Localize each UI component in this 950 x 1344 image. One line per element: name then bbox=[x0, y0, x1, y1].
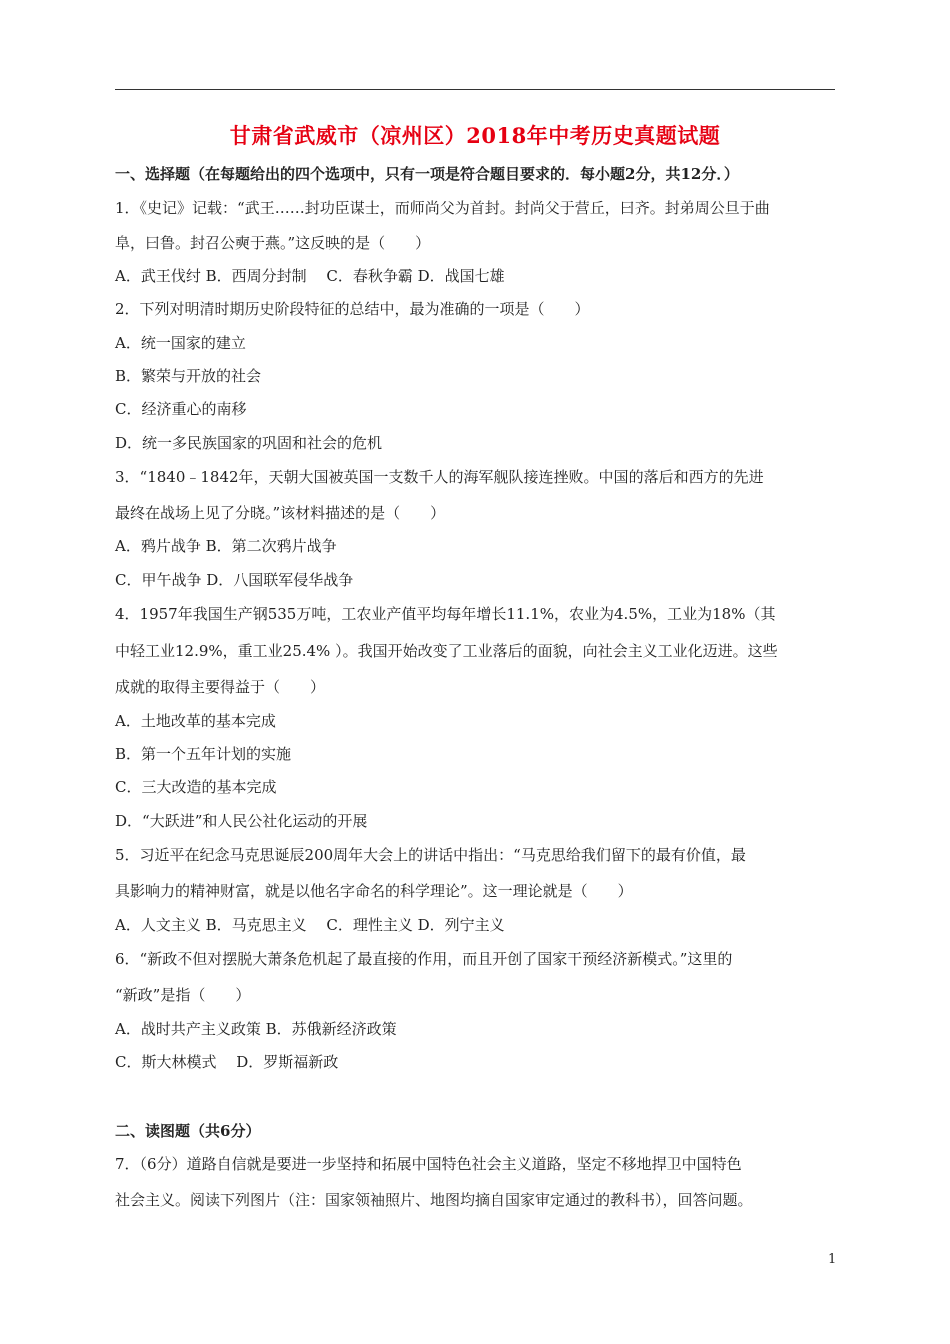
q2-stem: 2．下列对明清时期历史阶段特征的总结中，最为准确的一项是（ ） bbox=[115, 300, 590, 318]
q2-option-a: A．统一国家的建立 bbox=[115, 334, 246, 352]
q5-options: A．人文主义 B．马克思主义 C．理性主义 D．列宁主义 bbox=[115, 916, 505, 934]
q6-options-line-1: A．战时共产主义政策 B．苏俄新经济政策 bbox=[115, 1020, 397, 1038]
q1-options: A．武王伐纣 B．西周分封制 C．春秋争霸 D．战国七雄 bbox=[115, 267, 505, 285]
q7-stem-line-1: 7．（6分）道路自信就是要进一步坚持和拓展中国特色社会主义道路，坚定不移地捍卫中国特色 bbox=[115, 1155, 742, 1173]
q3-stem-line-1: 3．“1840﹣1842年，天朝大国被英国一支数千人的海军舰队接连挫败。中国的落后和西方的先进 bbox=[115, 468, 764, 486]
q3-options-line-1: A．鸦片战争 B．第二次鸦片战争 bbox=[115, 537, 337, 555]
q4-option-a: A．土地改革的基本完成 bbox=[115, 712, 276, 730]
q1-stem-line-1: 1．《史记》记载：“武王……封功臣谋士，而师尚父为首封。封尚父于营丘，曰齐。封弟周公旦于曲 bbox=[115, 199, 770, 217]
q6-stem-line-2: “新政”是指（ ） bbox=[115, 986, 251, 1004]
q4-stem-line-2: 中轻工业12.9%，重工业25.4% ）。我国开始改变了工业落后的面貌，向社会主义工业化迈进。这些 bbox=[115, 642, 778, 660]
q7-stem-line-2: 社会主义。阅读下列图片（注：国家领袖照片、地图均摘自国家审定通过的教科书），回答问题。 bbox=[115, 1191, 753, 1209]
section1-heading: 一、选择题（在每题给出的四个选项中，只有一项是符合题目要求的．每小题2分，共12分．） bbox=[115, 165, 739, 183]
header-rule bbox=[115, 89, 835, 90]
q4-stem-line-3: 成就的取得主要得益于（ ） bbox=[115, 678, 326, 696]
q5-stem-line-1: 5．习近平在纪念马克思诞辰200周年大会上的讲话中指出：“马克思给我们留下的最有价值，最 bbox=[115, 846, 746, 864]
q4-option-d: D．“大跃进”和人民公社化运动的开展 bbox=[115, 812, 368, 830]
q4-stem-line-1: 4．1957年我国生产钢535万吨，工农业产值平均每年增长11.1%，农业为4.5%，工业为18%（其 bbox=[115, 605, 776, 623]
document-title: 甘肃省武威市（凉州区）2018年中考历史真题试题 bbox=[229, 123, 721, 148]
q4-option-c: C．三大改造的基本完成 bbox=[115, 778, 277, 796]
section2-heading: 二、读图题（共6分） bbox=[115, 1122, 261, 1140]
q6-options-line-2: C．斯大林模式 D．罗斯福新政 bbox=[115, 1053, 339, 1071]
q3-options-line-2: C．甲午战争 D．八国联军侵华战争 bbox=[115, 571, 354, 589]
q3-stem-line-2: 最终在战场上见了分晓。”该材料描述的是（ ） bbox=[115, 504, 446, 522]
q4-option-b: B．第一个五年计划的实施 bbox=[115, 745, 292, 763]
q6-stem-line-1: 6．“新政不但对摆脱大萧条危机起了最直接的作用，而且开创了国家干预经济新模式。”这里的 bbox=[115, 950, 733, 968]
page-number: 1 bbox=[828, 1252, 837, 1267]
q1-stem-line-2: 阜，曰鲁。封召公奭于燕。”这反映的是（ ） bbox=[115, 234, 431, 252]
q2-option-b: B．繁荣与开放的社会 bbox=[115, 367, 262, 385]
q5-stem-line-2: 具影响力的精神财富，就是以他名字命名的科学理论”。这一理论就是（ ） bbox=[115, 882, 633, 900]
q2-option-c: C．经济重心的南移 bbox=[115, 400, 247, 418]
q2-option-d: D．统一多民族国家的巩固和社会的危机 bbox=[115, 434, 383, 452]
